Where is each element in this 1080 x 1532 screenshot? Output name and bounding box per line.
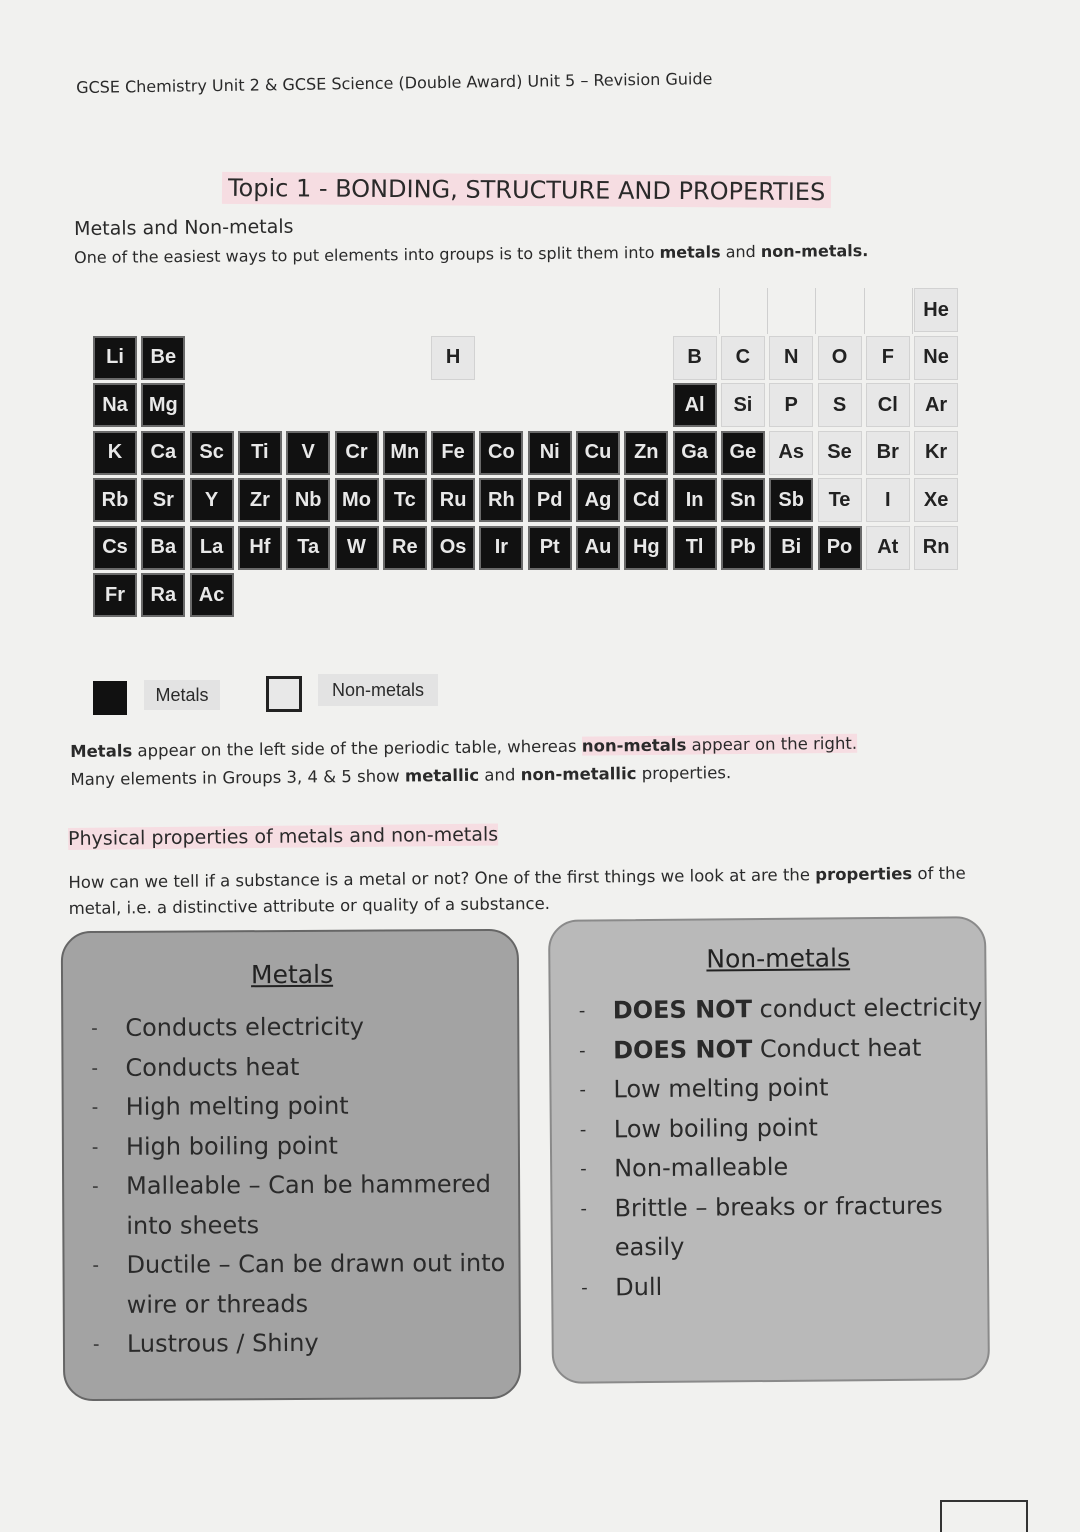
list-dash: - (579, 1119, 587, 1141)
properties-intro (68, 836, 999, 922)
position-note (70, 730, 858, 794)
property-text: easily (614, 1232, 685, 1262)
list-dash: - (579, 1079, 587, 1101)
element-cell-o: O (818, 336, 862, 380)
element-cell-re: Re (383, 526, 427, 570)
element-cell-k: K (93, 431, 137, 475)
intro-text (74, 241, 868, 267)
property-item (127, 1283, 506, 1324)
metals-properties-box (61, 929, 521, 1401)
element-cell-zr: Zr (238, 478, 282, 522)
element-cell-as: As (769, 431, 813, 475)
property-text: Brittle – breaks or fractures (614, 1190, 943, 1222)
property-item (578, 988, 983, 1031)
list-dash: - (580, 1158, 587, 1180)
element-cell-co: Co (479, 431, 523, 475)
element-cell-te: Te (818, 478, 862, 522)
element-cell-h: H (431, 336, 475, 380)
list-dash: - (580, 1198, 588, 1220)
element-cell-sb: Sb (769, 478, 813, 522)
element-cell-f: F (866, 336, 910, 380)
element-cell-ni: Ni (528, 431, 572, 475)
key-metal-label: Metals (144, 680, 220, 710)
property-text: Low boiling point (613, 1113, 819, 1143)
element-cell-cd: Cd (624, 478, 668, 522)
note-bold-metallic: metallic (404, 765, 480, 786)
table-column-divider (767, 288, 768, 334)
element-cell-ag: Ag (576, 478, 620, 522)
element-cell-na: Na (93, 383, 137, 427)
note-text-d: appear on the right. (686, 733, 858, 755)
element-cell-ge: Ge (721, 431, 765, 475)
property-bold: DOES NOT (612, 1034, 753, 1064)
metals-box-title: Metals (250, 959, 334, 990)
element-cell-pt: Pt (528, 526, 572, 570)
element-cell-be: Be (141, 336, 185, 380)
element-cell-mg: Mg (141, 383, 185, 427)
element-cell-fe: Fe (431, 431, 475, 475)
intro-mid: and (720, 242, 761, 262)
property-item (91, 1007, 504, 1048)
element-cell-ta: Ta (286, 526, 330, 570)
metals-properties-list (91, 1007, 506, 1364)
element-cell-ga: Ga (673, 431, 717, 475)
element-cell-he: He (914, 288, 958, 332)
property-text: Low melting point (613, 1073, 829, 1104)
section-title-metals-nonmetals: Metals and Non-metals (74, 215, 294, 240)
list-dash: - (91, 1097, 99, 1119)
nonmetals-properties-list (578, 988, 985, 1307)
element-cell-sc: Sc (190, 431, 234, 475)
note-bold-metals: Metals (70, 741, 133, 761)
element-cell-cu: Cu (576, 431, 620, 475)
property-item (91, 1125, 505, 1166)
element-cell-al: Al (673, 383, 717, 427)
element-cell-au: Au (576, 526, 620, 570)
element-cell-ca: Ca (141, 431, 185, 475)
property-item (91, 1046, 504, 1087)
element-cell-fr: Fr (93, 573, 137, 617)
list-dash: - (578, 1000, 586, 1022)
list-dash: - (91, 1136, 99, 1158)
property-item (579, 1107, 984, 1150)
property-text: Conducts heat (125, 1052, 300, 1082)
note-highlight (582, 734, 857, 756)
property-item (91, 1086, 505, 1127)
element-cell-i: I (866, 478, 910, 522)
intro-bold-nonmetals: non-metals. (760, 241, 869, 262)
element-cell-at: At (866, 526, 910, 570)
element-cell-rb: Rb (93, 478, 137, 522)
table-column-divider (912, 288, 913, 334)
property-text: Lustrous / Shiny (126, 1328, 319, 1358)
note-text-l2a: Many elements in Groups 3, 4 & 5 show (70, 766, 406, 789)
element-cell-v: V (286, 431, 330, 475)
note-text-a: appear on the left side of the periodic table, whereas (132, 736, 582, 761)
section-title-physical-properties: Physical properties of metals and non-metals (68, 823, 499, 850)
element-cell-ne: Ne (914, 336, 958, 380)
element-cell-rn: Rn (914, 526, 958, 570)
element-cell-ar: Ar (914, 383, 958, 427)
element-cell-kr: Kr (914, 431, 958, 475)
props-intro-bold: properties (815, 864, 913, 885)
element-cell-si: Si (721, 383, 765, 427)
property-item (579, 1028, 983, 1071)
property-text: Dull (615, 1272, 663, 1301)
key-nonmetal-swatch (266, 676, 302, 712)
element-cell-br: Br (866, 431, 910, 475)
property-item (126, 1204, 505, 1245)
note-bold-nonmetals: non-metals (581, 735, 687, 756)
property-text: Ductile – Can be drawn out into (126, 1248, 506, 1279)
element-cell-bi: Bi (769, 526, 813, 570)
element-cell-mo: Mo (335, 478, 379, 522)
element-cell-ir: Ir (479, 526, 523, 570)
element-cell-c: C (721, 336, 765, 380)
nonmetals-box-title: Non-metals (706, 943, 851, 974)
element-cell-ra: Ra (141, 573, 185, 617)
element-cell-sr: Sr (141, 478, 185, 522)
key-nonmetal-label: Non-metals (318, 674, 438, 706)
property-text: conduct electricity (751, 993, 983, 1024)
element-cell-xe: Xe (914, 478, 958, 522)
element-cell-s: S (818, 383, 862, 427)
element-cell-li: Li (93, 336, 137, 380)
property-item (615, 1225, 985, 1268)
page-number-box (940, 1500, 1028, 1532)
element-cell-cs: Cs (93, 526, 137, 570)
element-cell-p: P (769, 383, 813, 427)
element-cell-ac: Ac (190, 573, 234, 617)
key-metal-swatch (93, 681, 127, 715)
element-cell-b: B (673, 336, 717, 380)
table-column-divider (815, 288, 816, 334)
note-bold-nonmetallic: non-metallic (520, 764, 637, 785)
list-dash: - (91, 1018, 98, 1040)
element-cell-nb: Nb (286, 478, 330, 522)
list-dash: - (579, 1040, 586, 1062)
element-cell-w: W (335, 526, 379, 570)
property-text: High boiling point (125, 1131, 338, 1161)
note-text-l2c: and (479, 765, 521, 785)
property-text: into sheets (126, 1210, 260, 1240)
property-item (92, 1323, 506, 1364)
element-cell-n: N (769, 336, 813, 380)
element-cell-ti: Ti (238, 431, 282, 475)
property-text: Malleable – Can be hammered (126, 1169, 492, 1200)
props-intro-a: How can we tell if a substance is a metal or not? One of the first things we look at are the (68, 865, 816, 892)
list-dash: - (581, 1277, 588, 1299)
property-text: Non-malleable (614, 1152, 789, 1183)
list-dash: - (92, 1176, 99, 1198)
element-cell-pb: Pb (721, 526, 765, 570)
property-text: wire or threads (126, 1289, 309, 1319)
property-text: High melting point (125, 1091, 349, 1121)
element-cell-tc: Tc (383, 478, 427, 522)
property-item (92, 1165, 505, 1206)
list-dash: - (92, 1255, 100, 1277)
element-cell-la: La (190, 526, 234, 570)
topic-title: Topic 1 - BONDING, STRUCTURE AND PROPERTIES (222, 172, 831, 208)
element-cell-cl: Cl (866, 383, 910, 427)
element-cell-tl: Tl (673, 526, 717, 570)
nonmetals-properties-box (548, 916, 990, 1384)
property-text: Conducts electricity (125, 1012, 365, 1042)
element-cell-hg: Hg (624, 526, 668, 570)
property-bold: DOES NOT (612, 995, 753, 1025)
list-dash: - (92, 1334, 100, 1356)
element-cell-po: Po (818, 526, 862, 570)
element-cell-cr: Cr (335, 431, 379, 475)
element-cell-os: Os (431, 526, 475, 570)
property-item (92, 1244, 506, 1285)
element-cell-rh: Rh (479, 478, 523, 522)
property-item (581, 1265, 985, 1308)
intro-pre: One of the easiest ways to put elements into groups is to split them into (74, 242, 660, 267)
intro-bold-metals: metals (659, 242, 721, 262)
property-item (580, 1146, 984, 1189)
table-column-divider (719, 288, 720, 334)
property-item (580, 1186, 984, 1229)
page-header: GCSE Chemistry Unit 2 & GCSE Science (Double Award) Unit 5 – Revision Guide (76, 69, 713, 97)
periodic-table (93, 288, 959, 636)
list-dash: - (91, 1057, 99, 1079)
property-item (579, 1067, 983, 1110)
property-text: Conduct heat (752, 1033, 922, 1063)
element-cell-hf: Hf (238, 526, 282, 570)
element-cell-mn: Mn (383, 431, 427, 475)
element-cell-ba: Ba (141, 526, 185, 570)
props-intro-c: of the metal, i.e. a distinctive attribute or quality of a substance. (68, 863, 966, 918)
note-text-l2e: properties. (636, 763, 732, 784)
element-cell-se: Se (818, 431, 862, 475)
element-cell-in: In (673, 478, 717, 522)
element-cell-y: Y (190, 478, 234, 522)
element-cell-zn: Zn (624, 431, 668, 475)
element-cell-pd: Pd (528, 478, 572, 522)
element-cell-sn: Sn (721, 478, 765, 522)
table-column-divider (864, 288, 865, 334)
element-cell-ru: Ru (431, 478, 475, 522)
